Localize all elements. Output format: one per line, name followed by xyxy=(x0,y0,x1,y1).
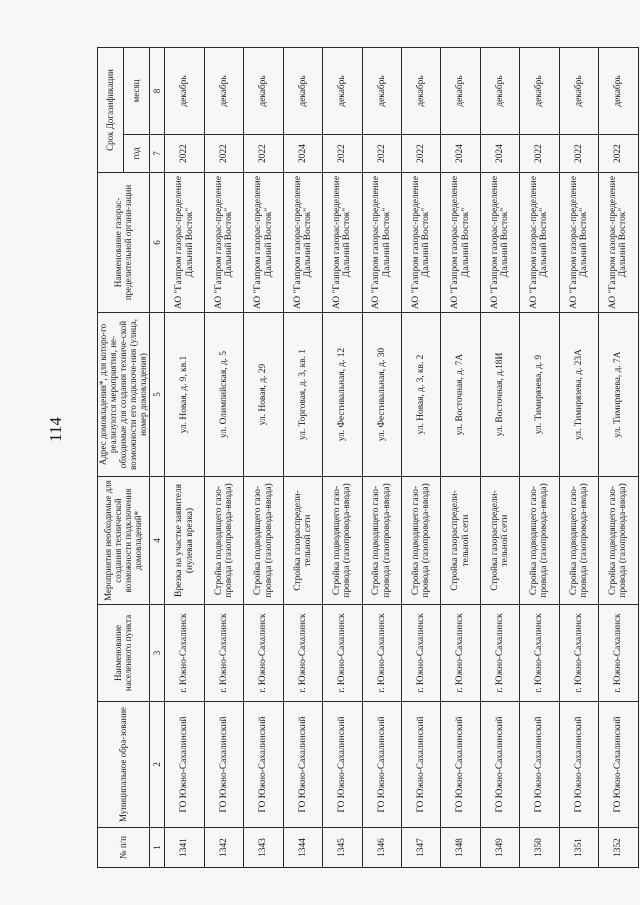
column-number: 8 xyxy=(150,48,165,135)
table-row xyxy=(441,48,480,868)
cell-address: ул. Тимирязева, д. 9 xyxy=(520,313,559,477)
cell-locality: г. Южно-Сахалинск xyxy=(480,605,519,702)
cell-organization: АО "Газпром газорас-пределение Дальний Восток" xyxy=(244,173,283,313)
cell-no: 1342 xyxy=(204,828,243,868)
table-row xyxy=(520,48,559,868)
cell-year: 2022 xyxy=(165,135,204,173)
cell-organization: АО "Газпром газорас-пределение Дальний Восток" xyxy=(599,173,639,313)
cell-measures: Стройка подводящего газо-провода (газопровода-ввода) xyxy=(244,477,283,605)
cell-no: 1341 xyxy=(165,828,204,868)
cell-organization: АО "Газпром газорас-пределение Дальний Восток" xyxy=(283,173,322,313)
cell-organization: АО "Газпром газорас-пределение Дальний Восток" xyxy=(323,173,362,313)
column-number: 1 xyxy=(150,828,165,868)
cell-year: 2022 xyxy=(599,135,639,173)
table-row xyxy=(244,48,283,868)
cell-no: 1348 xyxy=(441,828,480,868)
cell-month: декабрь xyxy=(204,48,243,135)
table-row xyxy=(480,48,519,868)
cell-municipality: ГО Южно-Сахалинский xyxy=(480,702,519,828)
cell-no: 1350 xyxy=(520,828,559,868)
cell-address: ул. Восточная, д.18И xyxy=(480,313,519,477)
cell-no: 1343 xyxy=(244,828,283,868)
cell-locality: г. Южно-Сахалинск xyxy=(520,605,559,702)
table-row xyxy=(599,48,639,868)
header-year: год xyxy=(124,135,150,173)
cell-month: декабрь xyxy=(165,48,204,135)
cell-year: 2022 xyxy=(401,135,440,173)
cell-municipality: ГО Южно-Сахалинский xyxy=(599,702,639,828)
cell-locality: г. Южно-Сахалинск xyxy=(599,605,639,702)
cell-measures: Стройка газораспредели-тельной сети xyxy=(480,477,519,605)
cell-year: 2022 xyxy=(559,135,598,173)
cell-municipality: ГО Южно-Сахалинский xyxy=(401,702,440,828)
cell-year: 2024 xyxy=(283,135,322,173)
cell-year: 2022 xyxy=(520,135,559,173)
column-number: 2 xyxy=(150,702,165,828)
header-municipality: Муниципальное обра-зование xyxy=(98,702,150,828)
column-number: 3 xyxy=(150,605,165,702)
cell-address: ул. Фестивальная, д. 30 xyxy=(362,313,401,477)
header-month: месяц xyxy=(124,48,150,135)
cell-measures: Стройка подводящего газо-провода (газопровода-ввода) xyxy=(204,477,243,605)
cell-year: 2022 xyxy=(323,135,362,173)
cell-locality: г. Южно-Сахалинск xyxy=(244,605,283,702)
cell-organization: АО "Газпром газорас-пределение Дальний Восток" xyxy=(441,173,480,313)
cell-locality: г. Южно-Сахалинск xyxy=(441,605,480,702)
header-organization: Наименование газорас-пределительной органи-зации xyxy=(98,173,150,313)
cell-address: ул. Торговая, д. 3, кв. 1 xyxy=(283,313,322,477)
cell-organization: АО "Газпром газорас-пределение Дальний Восток" xyxy=(480,173,519,313)
table-row xyxy=(362,48,401,868)
header-deadline: Срок Догазификации xyxy=(98,48,124,173)
cell-no: 1349 xyxy=(480,828,519,868)
cell-address: ул. Фестивальная, д. 12 xyxy=(323,313,362,477)
cell-locality: г. Южно-Сахалинск xyxy=(323,605,362,702)
cell-no: 1347 xyxy=(401,828,440,868)
header-measures: Мероприятия необходимые для создания технической возможности подключения домовладений* xyxy=(98,477,150,605)
table-row xyxy=(401,48,440,868)
cell-municipality: ГО Южно-Сахалинский xyxy=(559,702,598,828)
table-row xyxy=(323,48,362,868)
column-number: 6 xyxy=(150,173,165,313)
cell-no: 1345 xyxy=(323,828,362,868)
cell-year: 2022 xyxy=(204,135,243,173)
cell-municipality: ГО Южно-Сахалинский xyxy=(204,702,243,828)
column-number: 5 xyxy=(150,313,165,477)
cell-month: декабрь xyxy=(401,48,440,135)
cell-municipality: ГО Южно-Сахалинский xyxy=(283,702,322,828)
table-body xyxy=(165,48,638,868)
column-number: 7 xyxy=(150,135,165,173)
cell-address: ул. Тимирязева, д. 23А xyxy=(559,313,598,477)
cell-organization: АО "Газпром газорас-пределение Дальний Восток" xyxy=(559,173,598,313)
cell-address: ул. Новая, д. 3, кв. 2 xyxy=(401,313,440,477)
cell-address: ул. Новая, д. 29 xyxy=(244,313,283,477)
cell-measures: Стройка подводящего газо-провода (газопровода-ввода) xyxy=(559,477,598,605)
page-number: 114 xyxy=(46,417,65,442)
column-number: 4 xyxy=(150,477,165,605)
cell-year: 2024 xyxy=(480,135,519,173)
cell-measures: Стройка подводящего газо-провода (газопровода-ввода) xyxy=(401,477,440,605)
cell-month: декабрь xyxy=(559,48,598,135)
cell-month: декабрь xyxy=(323,48,362,135)
cell-month: декабрь xyxy=(362,48,401,135)
cell-locality: г. Южно-Сахалинск xyxy=(362,605,401,702)
table-row xyxy=(283,48,322,868)
header-locality: Наименование населенного пункта xyxy=(98,605,150,702)
cell-no: 1344 xyxy=(283,828,322,868)
cell-measures: Стройка подводящего газо-провода (газопровода-ввода) xyxy=(520,477,559,605)
column-number-row xyxy=(150,48,165,868)
cell-address: ул. Олимпийская, д. 5 xyxy=(204,313,243,477)
cell-year: 2022 xyxy=(362,135,401,173)
cell-organization: АО "Газпром газорас-пределение Дальний Восток" xyxy=(520,173,559,313)
cell-month: декабрь xyxy=(244,48,283,135)
cell-locality: г. Южно-Сахалинск xyxy=(204,605,243,702)
cell-address: ул. Восточная, д. 7А xyxy=(441,313,480,477)
cell-month: декабрь xyxy=(599,48,639,135)
cell-measures: Стройка подводящего газо-провода (газопровода-ввода) xyxy=(599,477,639,605)
gasification-table xyxy=(97,47,639,868)
cell-no: 1346 xyxy=(362,828,401,868)
cell-municipality: ГО Южно-Сахалинский xyxy=(362,702,401,828)
cell-municipality: ГО Южно-Сахалинский xyxy=(165,702,204,828)
cell-month: декабрь xyxy=(441,48,480,135)
cell-locality: г. Южно-Сахалинск xyxy=(283,605,322,702)
header-address: Адрес домовладения*, для которо-го реализуются мероприятия, не-обходимые для создания техниче-ской возможности его подключе-ния (улица, номер домовладения) xyxy=(98,313,150,477)
cell-locality: г. Южно-Сахалинск xyxy=(401,605,440,702)
cell-no: 1352 xyxy=(599,828,639,868)
cell-measures: Стройка газораспредели-тельной сети xyxy=(441,477,480,605)
cell-municipality: ГО Южно-Сахалинский xyxy=(323,702,362,828)
cell-year: 2022 xyxy=(244,135,283,173)
cell-month: декабрь xyxy=(480,48,519,135)
cell-measures: Стройка подводящего газо-провода (газопровода-ввода) xyxy=(362,477,401,605)
header-no: № п/п xyxy=(98,828,150,868)
cell-measures: Врезка на участке заявителя (нулевая врезка) xyxy=(165,477,204,605)
cell-organization: АО "Газпром газорас-пределение Дальний Восток" xyxy=(165,173,204,313)
cell-year: 2024 xyxy=(441,135,480,173)
cell-municipality: ГО Южно-Сахалинский xyxy=(520,702,559,828)
cell-municipality: ГО Южно-Сахалинский xyxy=(244,702,283,828)
cell-address: ул. Тимирязева, д. 7А xyxy=(599,313,639,477)
table-row xyxy=(559,48,598,868)
cell-municipality: ГО Южно-Сахалинский xyxy=(441,702,480,828)
cell-measures: Стройка газораспредели-тельной сети xyxy=(283,477,322,605)
cell-no: 1351 xyxy=(559,828,598,868)
cell-locality: г. Южно-Сахалинск xyxy=(559,605,598,702)
cell-organization: АО "Газпром газорас-пределение Дальний Восток" xyxy=(401,173,440,313)
cell-month: декабрь xyxy=(520,48,559,135)
document-table-frame xyxy=(97,48,629,868)
cell-organization: АО "Газпром газорас-пределение Дальний Восток" xyxy=(362,173,401,313)
cell-locality: г. Южно-Сахалинск xyxy=(165,605,204,702)
table-header-row xyxy=(98,48,124,868)
table-row xyxy=(204,48,243,868)
cell-address: ул. Новая, д. 9, кв.1 xyxy=(165,313,204,477)
cell-measures: Стройка подводящего газо-провода (газопровода-ввода) xyxy=(323,477,362,605)
table-row xyxy=(165,48,204,868)
cell-month: декабрь xyxy=(283,48,322,135)
cell-organization: АО "Газпром газорас-пределение Дальний Восток" xyxy=(204,173,243,313)
